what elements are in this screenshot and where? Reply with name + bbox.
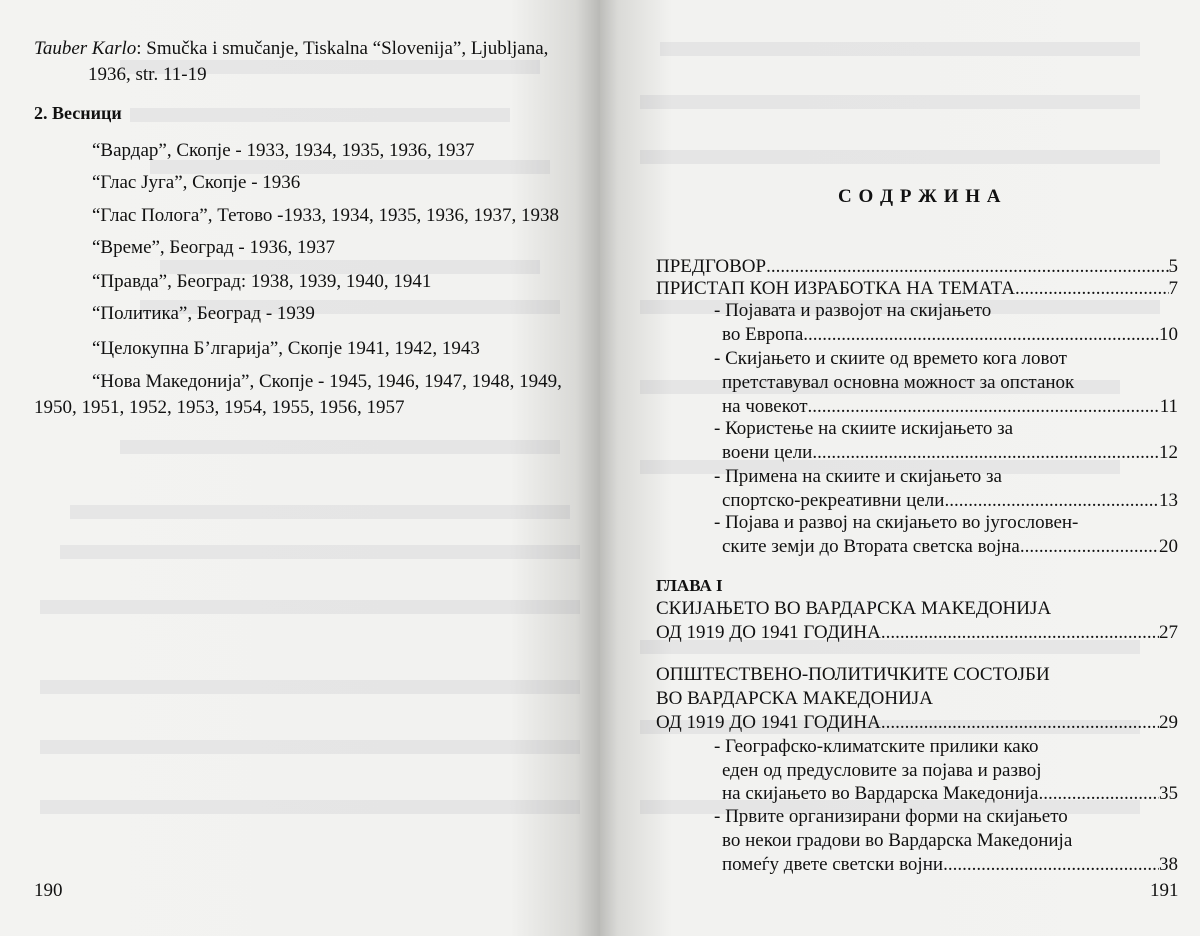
newspaper-entry-continued: 1950, 1951, 1952, 1953, 1954, 1955, 1956, 1957: [34, 397, 405, 418]
toc-leader: [766, 256, 1168, 278]
toc-entry-title: - Појавата и развојот на скијањето: [714, 300, 992, 321]
toc-leader: [944, 490, 1159, 512]
toc-entry-title: ОД 1919 ДО 1941 ГОДИНА: [656, 712, 881, 733]
toc-leader: [1038, 783, 1159, 805]
newspaper-entry: “Време”, Београд - 1936, 1937: [92, 237, 335, 258]
toc-entry-title: ПРИСТАП КОН ИЗРАБОТКА НА ТЕМАТА: [656, 278, 1016, 299]
toc-leader: [1020, 536, 1159, 558]
bib-entry-line-1: [34, 38, 548, 60]
toc-entry-title: еден од предусловите за појава и развој: [722, 760, 1042, 781]
toc-entry-title: воени цели: [722, 442, 813, 463]
newspaper-entry: “Политика”, Београд - 1939: [92, 303, 315, 324]
bib-author: Tauber Karlo: [34, 38, 137, 59]
toc-entry[interactable]: [722, 854, 1178, 876]
toc-entry[interactable]: [656, 256, 1178, 278]
toc-entry-title: ските земји до Втората светска војна: [722, 536, 1020, 557]
page-number: 190: [34, 880, 63, 901]
section-heading: 2. Весници: [34, 103, 122, 123]
toc-entry-title: помеѓу двете светски војни: [722, 854, 944, 875]
toc-leader: [881, 712, 1159, 734]
toc-entry-page: 12: [1159, 442, 1178, 463]
newspaper-entry: “Глас Полога”, Тетово -1933, 1934, 1935, 1936, 1937, 1938: [92, 205, 559, 226]
toc-entry-page: 35: [1159, 783, 1178, 804]
toc-entry-title: ОД 1919 ДО 1941 ГОДИНА: [656, 622, 881, 643]
bib-title: : Smučka i smučanje, Tiskalna “Slovenija”, Ljubljana,: [136, 38, 549, 59]
toc-entry-title: ОПШТЕСТВЕНО-ПОЛИТИЧКИТЕ СОСТОЈБИ: [656, 664, 1050, 685]
newspaper-entry: “Целокупна Б’лгарија”, Скопје 1941, 1942, 1943: [92, 338, 480, 359]
toc-entry-page: 5: [1168, 256, 1178, 277]
toc-entry-title: - Географско-климатските прилики како: [714, 736, 1039, 757]
page-number: 191: [1150, 880, 1179, 901]
right-page: [600, 0, 1200, 936]
toc-entry[interactable]: [656, 712, 1178, 734]
toc-entry-title: во Европа: [722, 324, 804, 345]
toc-entry-title: претставувал основна можност за опстанок: [722, 372, 1075, 393]
toc-entry-title: ВО ВАРДАРСКА МАКЕДОНИЈА: [656, 688, 933, 709]
newspaper-entry: “Вардар”, Скопје - 1933, 1934, 1935, 1936, 1937: [92, 140, 475, 161]
toc-entry[interactable]: [722, 442, 1178, 464]
toc-leader: [943, 854, 1159, 876]
toc-entry[interactable]: [722, 490, 1178, 512]
toc-entry-title: спортско-рекреативни цели: [722, 490, 945, 511]
toc-entry-title: СКИЈАЊЕТО ВО ВАРДАРСКА МАКЕДОНИЈА: [656, 598, 1052, 619]
toc-entry-title: - Користење на скиите искијањето за: [714, 418, 1014, 439]
toc-entry-title: ПРЕДГОВОР: [656, 256, 767, 277]
toc-entry-page: 13: [1159, 490, 1178, 511]
toc-entry[interactable]: [656, 278, 1178, 300]
toc-entry-page: 27: [1159, 622, 1178, 643]
toc-leader: [812, 442, 1159, 464]
toc-leader: [808, 396, 1160, 418]
toc-title: С О Д Р Ж И Н А: [838, 186, 1002, 207]
toc-entry-title: - Појава и развој на скијањето во југословен-: [714, 512, 1079, 533]
toc-entry[interactable]: [722, 396, 1178, 418]
toc-entry-page: 7: [1168, 278, 1178, 299]
newspaper-entry: “Нова Македонија”, Скопје - 1945, 1946, 1947, 1948, 1949,: [92, 371, 562, 392]
toc-entry[interactable]: [722, 783, 1178, 805]
toc-entry-title: - Првите организирани форми на скијањето: [714, 806, 1068, 827]
toc-entry-page: 38: [1159, 854, 1178, 875]
toc-entry-title: на скијањето во Вардарска Македонија: [722, 783, 1039, 804]
toc-leader: [881, 622, 1159, 644]
toc-entry-title: - Примена на скиите и скијањето за: [714, 466, 1002, 487]
chapter-heading: ГЛАВА I: [656, 576, 723, 595]
toc-entry-page: 10: [1159, 324, 1178, 345]
toc-leader: [1015, 278, 1168, 300]
toc-entry-page: 11: [1159, 396, 1178, 417]
toc-entry[interactable]: [722, 324, 1178, 346]
newspaper-entry: “Правда”, Београд: 1938, 1939, 1940, 1941: [92, 271, 432, 292]
toc-entry[interactable]: [656, 622, 1178, 644]
toc-leader: [803, 324, 1159, 346]
toc-entry-title: - Скијањето и скиите од времето кога ловот: [714, 348, 1067, 369]
toc-entry[interactable]: [722, 536, 1178, 558]
toc-entry-page: 29: [1159, 712, 1178, 733]
toc-entry-title: во некои градови во Вардарска Македонија: [722, 830, 1073, 851]
toc-entry-title: на човекот: [722, 396, 808, 417]
toc-entry-page: 20: [1159, 536, 1178, 557]
newspaper-entry: “Глас Југа”, Скопје - 1936: [92, 172, 301, 193]
bib-entry-line-2: 1936, str. 11-19: [88, 64, 207, 85]
